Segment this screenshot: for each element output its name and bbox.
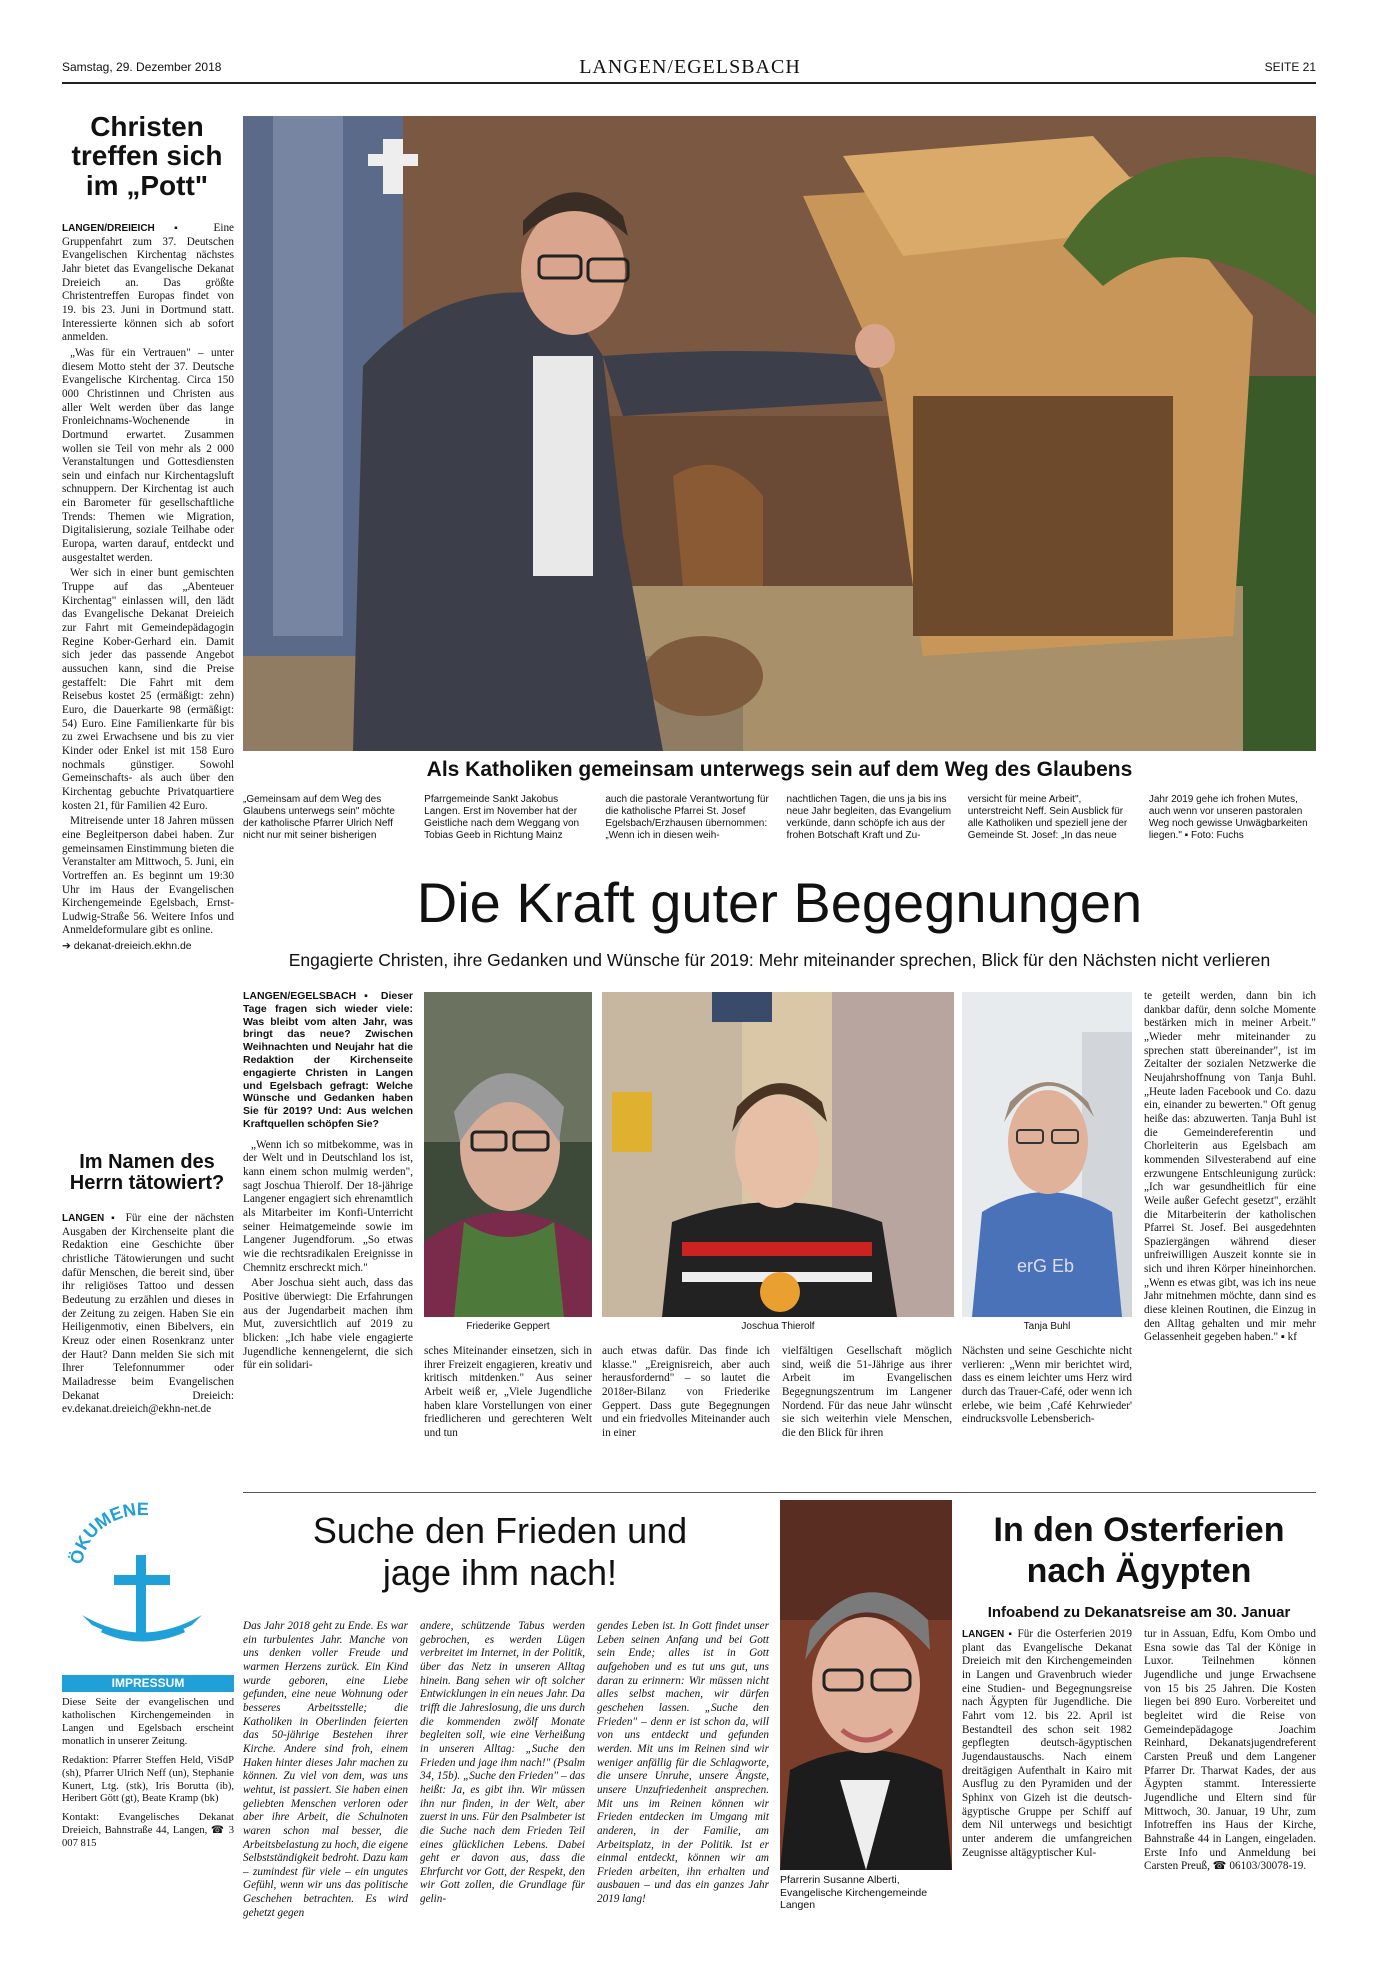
hero-photo [243,116,1316,751]
tattoo-body [62,1212,234,1512]
impressum-kontakt: Kontakt: Evangelisches Dekanat Dreieich, Bahnstraße 44, Langen, ☎ 3 007 815 [62,1812,234,1850]
section-title: LANGEN/EGELSBACH [579,56,801,78]
header-date: Samstag, 29. Dezember 2018 [62,60,222,74]
left-paragraph: Eine Gruppenfahrt zum 37. Deutschen Evangelischen Kirchentag nächstes Jahr bietet das Evangelische Dekanat Dreieich an. Das größte Christentreffen Europas findet von 19. bis 23. Juni in Dortmund statt. Interessierte können sich ab sofort anmelden. [62,222,235,344]
aegypten-subheadline: Infoabend zu Dekanatsreise am 30. Januar [987,1604,1291,1621]
portrait-friederike [424,992,592,1317]
tattoo-headline: Im Namen des Herrn tätowiert? [69,1151,225,1194]
left-article-lead: LANGEN/DREIEICH ▪ [62,223,195,234]
main-text: auch etwas dafür. Das finde ich klasse." „Ereignisreich, aber auch herausfordernd" – so lautet die 2018er-Bilanz von Friederike Geppert. Dass gute Begegnungen und ein friedvolles Miteinander auch in einer [602,1345,770,1439]
main-intro: Dieser Tage fragen sich wieder viele: Was bleibt vom alten Jahr, was bringt das neue? Zwischen Weihnachten und Neujahr hat die Redaktion der Kirchenseite engagierte Christen in Langen und Egelsbach gefragt: Welche Wünsche und Gedanken haben Sie für 2019? Und: Aus welchen Kraftquellen schöpfen Sie? [243,990,414,1130]
svg-text:erG Eb: erG Eb [1017,1256,1075,1276]
hero-caption-col: Jahr 2019 gehe ich frohen Mutes, auch wenn vor unseren pastoralen Weg noch gewisse Unwägbarkeiten liegen." ▪ Foto: Fuchs [1148,794,1308,841]
frieden-col [243,1620,408,1940]
aegypten-col [962,1628,1132,1928]
hero-caption-col: auch die pastorale Verantwortung für die katholische Pfarrei St. Josef Egelsbach/Erzhausen übernommen: „Wenn ich in diesen weih- [605,794,769,841]
alberti-caption: Pfarrerin Susanne Alberti, Evangelische Kirchengemeinde Langen [780,1874,928,1912]
main-text: Aber Joschua sieht auch, dass das Positive überwiegt: Die Erfahrungen aus der Jugendarbeit machen ihm Mut, zuversichtlich auf 2019 zu blicken: „Ich habe viele engagierte Jugendliche kennengelernt, die sich für ein solidari- [243,1277,413,1372]
left-paragraph: Mitreisende unter 18 Jahren müssen eine Begleitperson dabei haben. Zur gemeinsamen Einstimmung bieten die Veranstalter am Mittwoch, 5. Juni, ein Vortreffen an. Es beginnt um 19:30 Uhr im Haus der Evangelischen Kirchengemeinde Egelsbach, Ernst-Ludwig-Straße 56. Weitere Infos und Anmeldeformulare gibt es online. [62,815,234,937]
main-text: te geteilt werden, dann bin ich dankbar dafür, denn solche Momente bestärken mich in meiner Arbeit." „Wieder mehr miteinander zu sprechen statt übereinander", ist im Zeitalter der sozialen Netzwerke die Neujahrshoffnung von Tanja Buhl. „Heute laden Facebook und Co. dazu ein, einander zu bewerten." Oft genug heiße das: abzuwerten. Tanja Buhl ist die Gemeindereferentin und Chorleiterin aus Egelsbach am kommenden Silvesterabend auf eine erzwungene Entschleunigung zurück: „Ich war gesundheitlich für eine Weile außer Gefecht gesetzt", erzählt die Mitarbeiterin der katholischen Pfarrei St. Josef. Bei ausgedehnten Spaziergängen während dieser unfreiwilligen Auszeit konnte sie in sich und ihren Körper hineinhorchen. „Wenn es etwas gibt, was ich ins neue Jahr mitnehmen möchte, dann sind es diese kleinen Routinen, die Einzug in den Alltag gehalten und mir mehr Gelassenheit gegeben haben." ▪ kf [1144,990,1316,1344]
aegypten-lead: LANGEN ▪ [962,1629,1014,1640]
tattoo-text: Für eine der nächsten Ausgaben der Kirchenseite plant die Redaktion eine Geschichte über christliche Tätowierungen und sucht dafür Menschen, die bereit sind, über ihr religiöses Tattoo und dessen Bedeutung zu erzählen und dieses in der Zeitung zu zeigen. Haben Sie ein Heiligenmotiv, einen Bibelvers, ein Kreuz oder einen Rosenkranz unter der Haut? Dann melden Sie sich mit Ihrer Telefonnummer oder Mailadresse beim Evangelischen Dekanat Dreieich: ev.dekanat.dreieich@ekhn-net.de [62,1212,234,1416]
main-text: Nächsten und seine Geschichte nicht verlieren: „Wenn mir berichtet wird, dass es einem leichter ums Herz wird durch das Trauer-Café, oder wenn ich erlebe, wie beim ‚Café Kehrwieder' eindrucksvolle Lebensberich- [962,1345,1132,1426]
frieden-text: gendes Leben ist. In Gott findet unser Leben seinen Anfang und bei Gott sein Ende; alles ist in Gott aufgehoben und es tut uns gut, uns daran zu erinnern: Wir müssen nicht alles selbst machen, wir dürfen geschehen lassen. „Suche den Frieden" – denn er ist schon da, will von uns entdeckt und gefunden werden. Mit uns im Reinen sind wir weniger anfällig für die Schlagworte, die unsere Unruhe, unsere Ängste, unsere Unzufriedenheit ansprechen. Mit uns im Reinen können wir Frieden entdecken im Umgang mit anderen, in der Familie, am Arbeitsplatz, in der Politik. Ist er einmal entdeckt, können wir am Frieden arbeiten, ihn erhalten und ausbauen – und das ein ganzes Jahr 2019 lang! [597,1620,769,1906]
portrait-alberti [780,1500,952,1870]
left-paragraph: Wer sich in einer bunt gemischten Truppe auf das „Abenteuer Kirchentag" einlassen will, den lädt das Evangelische Dekanat Dreieich zur Fahrt mit Gemeindepädagogin Regine Kober-Gerhard ein. Damit sich jeder das passende Angebot aussuchen kann, sind die Preise gestaffelt: Die Fahrt mit dem Reisebus kostet 25 (ermäßigt: zehn) Euro, die Dauerkarte 98 (ermäßigt: 54) Euro. Eine Familienkarte für bis zu zwei Erwachsene und bis zu vier Kinder oder Enkel ist mit 158 Euro nochmals günstiger. Sowohl Gemeinschafts- als auch über den Kirchentag gebuchte Privatquartiere kosten 21, für Familien 42 Euro. [62,567,234,812]
oekumene-logo-text: ÖKUMENE [66,1500,149,1566]
main-col [962,1345,1132,1485]
page-number: SEITE 21 [1264,60,1316,74]
main-text: sches Miteinander einsetzen, sich in ihrer Freizeit engagieren, kreativ und kritisch mitdenken." Aus seiner Arbeit weiß er, „Viele Jugendliche haben klare Vorstellungen von einer friedlicheren und gerechteren Welt und tun [424,1345,592,1439]
main-headline: Die Kraft guter Begegnungen [416,871,1143,934]
main-col [602,1345,770,1485]
impressum-text: Diese Seite der evangelischen und katholischen Kirchengemeinden in Langen und Egelsbach erscheint monatlich in unserer Zeitung. [62,1697,234,1747]
left-article-body [62,222,234,1062]
portrait-caption: Friederike Geppert [466,1321,550,1332]
aegypten-col [1144,1628,1316,1928]
header-rule [62,82,1316,84]
aegypten-text: Für die Osterferien 2019 plant das Evangelische Dekanat Dreieich mit den Kirchengemeinden in Langen und Gravenbruch wieder eine Studien- und Begegnungsreise nach Ägypten für Jugendliche. Die Fahrt vom 12. bis 22. April ist Bestandteil des schon seit 1982 gepflegten deutsch-ägyptischen Jugendaustauschs. Nach einem dreitägigen Aufenthalt in Kairo mit Ausflug zu den Pyramiden und der Sphinx von Gizeh ist die deutsch-ägyptische Gruppe per Schiff auf dem Nil unterwegs und besichtigt unter anderem die umfangreichen Zeugnisse altägyptischer Kul- [962,1628,1133,1859]
frieden-col [597,1620,769,1940]
oekumene-logo [62,1500,222,1650]
main-text: „Wenn ich so mitbekomme, was in der Welt und in Deutschland los ist, kann einem schon mulmig werden", sagt Joschua Thierolf. Der 18-jährige Langener engagiert sich ehrenamtlich als Mitarbeiter im Konfi-Unterricht seiner Heimatgemeinde sowie im Langener Jugendforum. „So etwas wie die rechtsradikalen Ereignisse in Chemnitz erschreckt mich." [243,1138,413,1274]
impressum-body [62,1697,234,1937]
impressum-title: IMPRESSUM [62,1675,234,1692]
tattoo-lead: LANGEN ▪ [62,1213,119,1224]
main-col [424,1345,592,1485]
hero-caption-columns [243,794,1316,842]
section-divider [243,1492,1316,1493]
frieden-text: andere, schützende Tabus werden gebrochen, es werden Lügen verbreitet im Internet, in der Politik, über das Netz in unseren Alltag hinein. Bang sehen wir oft solcher Entwicklungen in ein neues Jahr. Da trifft die Jahreslosung, die uns durch die kommenden zwölf Monate begleiten soll, wie eine Verheißung in unseren Alltag: „Suche den Frieden und jage ihm nach!" (Psalm 34, 15b). „Suche den Frieden" – das heißt: Ja, es gibt ihn. Wir müssen ihn nur finden, in der Welt, aber zuerst in uns. Für den Psalmbeter ist die Suche nach dem Frieden Teil eines glücklichen Lebens. Dabei geht er davon aus, dass die Ehrfurcht vor Gott, der Respekt, den wir Gott zollen, die Grundlage für gelin- [420,1620,586,1906]
portrait-caption: Tanja Buhl [1023,1321,1071,1332]
hero-caption-col: „Gemeinsam auf dem Weg des Glaubens unterwegs sein" möchte der katholische Pfarrer Ulrich Neff nicht nur mit seiner bisherigen [243,794,395,841]
aegypten-headline: In den Osterferien nach Ägypten [993,1511,1285,1590]
frieden-text: Das Jahr 2018 geht zu Ende. Es war ein turbulentes Jahr. Manche von uns denken voller Freude und warmen Herzens zurück. Ein Kind wurde geboren, eine Liebe gefunden, eine neue Wohnung oder besseres Arbeitsstelle; die Katholiken in Oberlinden feierten das 50-jährige Bestehen ihrer Kirche. Andere sind froh, einem Haken hinter dieses Jahr machen zu können. Zu viel von dem, was uns wehtut, ist passiert. Sie haben einen geliebten Menschen verloren oder aber ihre Arbeit, die Schulnoten waren schon mal besser, die Arbeitsbelastung zu hoch, die eigene Selbstständigkeit bedroht. Dazu kam – zumindest für viele – ein ungutes Gefühl, wenn wir uns das politische Geschehen betrachten. Es wird gehetzt gegen [243,1620,408,1919]
portrait-tanja [962,992,1132,1317]
hero-caption-col: nachtlichen Tagen, die uns ja bis ins neue Jahr begleiten, das Evangelium verkünde, dann schöpfe ich aus der frohen Botschaft Kraft und Zu- [786,794,952,841]
hero-caption-headline: Als Katholiken gemeinsam unterwegs sein auf dem Weg des Glaubens [426,758,1133,781]
main-subheadline: Engagierte Christen, ihre Gedanken und Wünsche für 2019: Mehr miteinander sprechen, Blick für den Nächsten nicht verlieren [288,950,1271,970]
main-right-col [1144,990,1316,1480]
hero-caption-col: versicht für meine Arbeit", unterstreicht Neff. Sein Ausblick für alle Katholiken und speziell jene der Gemeinde St. Josef: „In das neue [967,794,1128,841]
portrait-caption: Joschua Thierolf [741,1321,815,1332]
portrait-joschua [602,992,954,1317]
left-paragraph: „Was für ein Vertrauen" – unter diesem Motto steht der 37. Deutsche Evangelische Kirchentag. Circa 150 000 Christinnen und Christen aus aller Welt werden über das lange Fronleichnams-Wochenende in Dortmund erwartet. Zusammen wollen sie Teil von mehr als 2 000 Veranstaltungen und Gottesdiensten sein und einfach nur Kirchentagsluft schnuppern. Der Kirchentag ist auch ein Barometer für gesellschaftliche Trends: Themen wie Migration, Digitalisierung, soziale Teilhabe oder Europa, warten darauf, entdeckt und ausgestaltet werden. [62,346,234,564]
main-intro-lead: LANGEN/EGELSBACH ▪ [243,990,373,1002]
frieden-col [420,1620,585,1940]
main-intro-col [243,990,414,1372]
aegypten-text: tur in Assuan, Edfu, Kom Ombo und Esna sowie das Tal der Könige in Luxor. Teilnehmen können Jugendliche und junge Erwachsene von 15 bis 25 Jahren. Die Kosten liegen bei 890 Euro. Vorbereitet und begleitet wird die Reise von Gemeindepädagoge Joachim Reinhard, Dekanatsjugendreferent Carsten Preuß und dem Langener Pfarrer Dr. Tharwat Kades, der aus Ägypten stammt. Interessierte Jugendliche und Eltern sind für Mittwoch, 30. Januar, 19 Uhr, zum Infotreffen ins Haus der Kirche, Bahnstraße 44 in Langen, eingeladen. Erste Info und Anmeldung bei Carsten Preuß, ☎ 06103/30078-19. [1144,1628,1316,1873]
frieden-headline: Suche den Frieden und jage ihm nach! [312,1510,688,1594]
main-text: vielfältigen Gesellschaft möglich sind, weiß die 51-Jährige aus ihrer Arbeit im Evangelischen Begegnungszentrum im Langener Nordend. Für das neue Jahr wünscht sie sich weiterhin viele Menschen, die den Blick für ihren [782,1345,952,1439]
impressum-redaktion: Redaktion: Pfarrer Steffen Held, ViSdP (sh), Pfarrer Ulrich Neff (un), Stephanie Kunert, Ltg. (stk), Iris Borutta (ib), Heribert Gött (gt), Beate Kramp (bk) [62,1754,234,1805]
left-headline: Christen treffen sich im „Pott" [71,111,223,201]
hero-caption-col: Pfarrgemeinde Sankt Jakobus Langen. Erst im November hat der Geistliche nach dem Weggang von Tobias Geeb in Richtung Mainz [424,794,580,841]
main-col [782,1345,952,1485]
dekanat-link[interactable]: ➔ dekanat-dreieich.ekhn.de [62,940,192,953]
